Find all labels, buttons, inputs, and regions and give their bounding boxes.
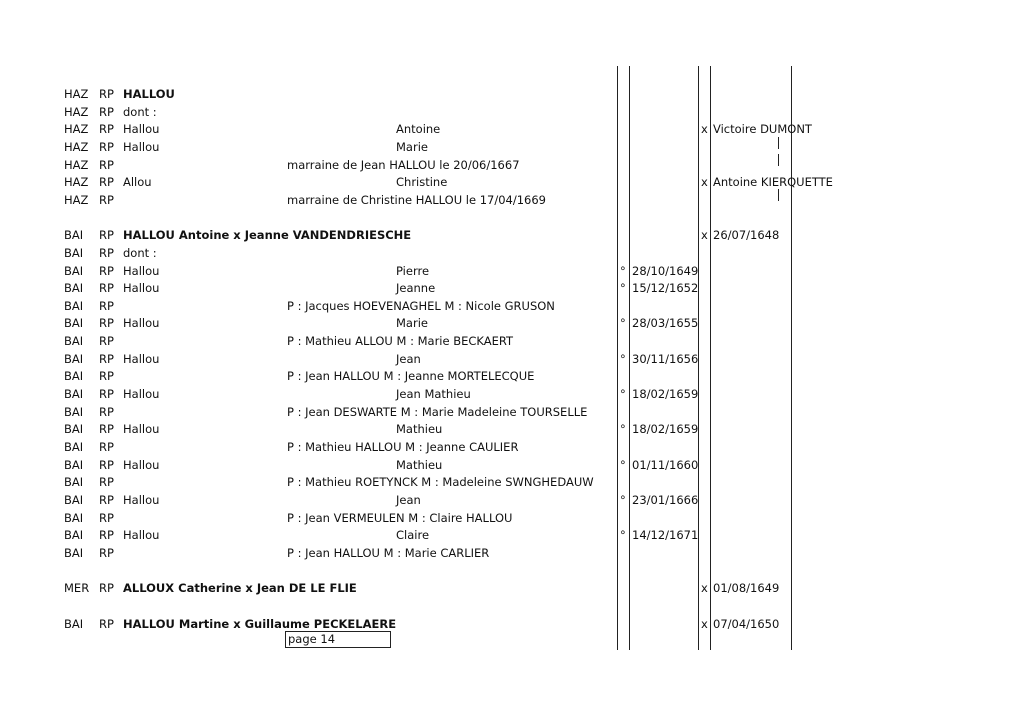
parish-code: BAI xyxy=(64,440,84,454)
parish-code: HAZ xyxy=(64,87,89,101)
cell-rule xyxy=(778,189,779,201)
register-code: RP xyxy=(99,617,114,631)
register-code: RP xyxy=(99,528,114,542)
note-cell: P : Jean DESWARTE M : Marie Madeleine TOURSELLE xyxy=(287,405,588,419)
register-code: RP xyxy=(99,334,114,348)
given-name-cell: Jeanne xyxy=(396,281,436,295)
baptism-date: 01/11/1660 xyxy=(632,458,699,472)
note-cell: P : Jean VERMEULEN M : Claire HALLOU xyxy=(287,511,513,525)
register-code: RP xyxy=(99,140,114,154)
marriage-mark: x xyxy=(701,122,708,136)
parish-code: HAZ xyxy=(64,158,89,172)
parish-code: HAZ xyxy=(64,140,89,154)
baptism-mark: ° xyxy=(620,352,626,366)
cell-rule xyxy=(778,154,779,166)
parish-code: BAI xyxy=(64,493,84,507)
cell-rule xyxy=(778,137,779,149)
parish-code: BAI xyxy=(64,387,84,401)
register-code: RP xyxy=(99,440,114,454)
surname-cell: Hallou xyxy=(123,493,160,507)
note-cell: P : Mathieu ALLOU M : Marie BECKAERT xyxy=(287,334,514,348)
parish-code: BAI xyxy=(64,316,84,330)
register-code: RP xyxy=(99,299,114,313)
given-name-cell: Marie xyxy=(396,140,428,154)
register-code: RP xyxy=(99,369,114,383)
surname-cell: Hallou xyxy=(123,281,160,295)
marriage-mark: x xyxy=(701,175,708,189)
page-number-label: page 14 xyxy=(288,632,336,646)
baptism-mark: ° xyxy=(620,281,626,295)
surname-cell: Allou xyxy=(123,175,152,189)
register-code: RP xyxy=(99,458,114,472)
baptism-date: 28/10/1649 xyxy=(632,264,699,278)
baptism-date: 30/11/1656 xyxy=(632,352,699,366)
marriage-mark: x xyxy=(701,228,708,242)
baptism-date: 18/02/1659 xyxy=(632,387,699,401)
register-code: RP xyxy=(99,105,114,119)
register-code: RP xyxy=(99,175,114,189)
surname-cell: Hallou xyxy=(123,140,160,154)
register-code: RP xyxy=(99,281,114,295)
surname-cell: HALLOU xyxy=(123,87,175,101)
given-name-cell: Jean Mathieu xyxy=(396,387,471,401)
register-code: RP xyxy=(99,352,114,366)
column-rule xyxy=(710,66,711,650)
parish-code: MER xyxy=(64,581,90,595)
register-code: RP xyxy=(99,511,114,525)
given-name-cell: Christine xyxy=(396,175,448,189)
baptism-date: 28/03/1655 xyxy=(632,316,699,330)
parish-code: HAZ xyxy=(64,122,89,136)
baptism-date: 23/01/1666 xyxy=(632,493,699,507)
marriage-mark: x xyxy=(701,617,708,631)
column-rule xyxy=(629,66,630,650)
parish-code: BAI xyxy=(64,405,84,419)
surname-cell: Hallou xyxy=(123,352,160,366)
register-code: RP xyxy=(99,87,114,101)
page-number-box xyxy=(285,631,391,648)
baptism-mark: ° xyxy=(620,264,626,278)
given-name-cell: Jean xyxy=(396,493,421,507)
parish-code: BAI xyxy=(64,299,84,313)
baptism-date: 14/12/1671 xyxy=(632,528,699,542)
given-name-cell: Claire xyxy=(396,528,430,542)
parish-code: BAI xyxy=(64,475,84,489)
parish-code: BAI xyxy=(64,334,84,348)
register-code: RP xyxy=(99,475,114,489)
note-cell: P : Jacques HOEVENAGHEL M : Nicole GRUSON xyxy=(287,299,555,313)
surname-cell: HALLOU Antoine x Jeanne VANDENDRIESCHE xyxy=(123,228,412,242)
marriage-info: 26/07/1648 xyxy=(713,228,780,242)
surname-cell: Hallou xyxy=(123,264,160,278)
register-code: RP xyxy=(99,546,114,560)
given-name-cell: Antoine xyxy=(396,122,441,136)
parish-code: BAI xyxy=(64,422,84,436)
parish-code: BAI xyxy=(64,228,84,242)
surname-cell: dont : xyxy=(123,246,157,260)
baptism-mark: ° xyxy=(620,458,626,472)
given-name-cell: Pierre xyxy=(396,264,430,278)
register-code: RP xyxy=(99,122,114,136)
baptism-date: 18/02/1659 xyxy=(632,422,699,436)
surname-cell: Hallou xyxy=(123,316,160,330)
baptism-mark: ° xyxy=(620,316,626,330)
surname-cell: dont : xyxy=(123,105,157,119)
surname-cell: Hallou xyxy=(123,122,160,136)
register-code: RP xyxy=(99,387,114,401)
register-code: RP xyxy=(99,246,114,260)
note-cell: P : Jean HALLOU M : Jeanne MORTELECQUE xyxy=(287,369,535,383)
baptism-mark: ° xyxy=(620,422,626,436)
marriage-info: 01/08/1649 xyxy=(713,581,780,595)
parish-code: BAI xyxy=(64,246,84,260)
register-code: RP xyxy=(99,193,114,207)
register-code: RP xyxy=(99,422,114,436)
marriage-info: 07/04/1650 xyxy=(713,617,780,631)
given-name-cell: Mathieu xyxy=(396,458,443,472)
surname-cell: HALLOU Martine x Guillaume PECKELAERE xyxy=(123,617,397,631)
surname-cell: Hallou xyxy=(123,387,160,401)
parish-code: BAI xyxy=(64,458,84,472)
register-code: RP xyxy=(99,228,114,242)
parish-code: BAI xyxy=(64,352,84,366)
parish-code: BAI xyxy=(64,369,84,383)
parish-code: BAI xyxy=(64,617,84,631)
parish-code: BAI xyxy=(64,264,84,278)
surname-cell: Hallou xyxy=(123,528,160,542)
baptism-mark: ° xyxy=(620,493,626,507)
parish-code: HAZ xyxy=(64,175,89,189)
marriage-info: Victoire DUMONT xyxy=(713,122,812,136)
register-code: RP xyxy=(99,158,114,172)
note-cell: P : Jean HALLOU M : Marie CARLIER xyxy=(287,546,490,560)
marriage-info: Antoine KIERQUETTE xyxy=(713,175,833,189)
parish-code: HAZ xyxy=(64,193,89,207)
column-rule xyxy=(791,66,792,650)
given-name-cell: Jean xyxy=(396,352,421,366)
given-name-cell: Mathieu xyxy=(396,422,443,436)
parish-code: BAI xyxy=(64,546,84,560)
parish-code: HAZ xyxy=(64,105,89,119)
column-rule xyxy=(617,66,618,650)
surname-cell: Hallou xyxy=(123,422,160,436)
note-cell: P : Mathieu ROETYNCK M : Madeleine SWNGHEDAUW xyxy=(287,475,594,489)
surname-cell: ALLOUX Catherine x Jean DE LE FLIE xyxy=(123,581,357,595)
baptism-date: 15/12/1652 xyxy=(632,281,699,295)
register-code: RP xyxy=(99,493,114,507)
parish-code: BAI xyxy=(64,281,84,295)
parish-code: BAI xyxy=(64,511,84,525)
note-cell: P : Mathieu HALLOU M : Jeanne CAULIER xyxy=(287,440,519,454)
baptism-mark: ° xyxy=(620,528,626,542)
parish-code: BAI xyxy=(64,528,84,542)
marriage-mark: x xyxy=(701,581,708,595)
baptism-mark: ° xyxy=(620,387,626,401)
register-code: RP xyxy=(99,581,114,595)
register-code: RP xyxy=(99,405,114,419)
given-name-cell: Marie xyxy=(396,316,428,330)
register-code: RP xyxy=(99,316,114,330)
note-cell: marraine de Christine HALLOU le 17/04/1669 xyxy=(287,193,547,207)
surname-cell: Hallou xyxy=(123,458,160,472)
register-code: RP xyxy=(99,264,114,278)
note-cell: marraine de Jean HALLOU le 20/06/1667 xyxy=(287,158,520,172)
